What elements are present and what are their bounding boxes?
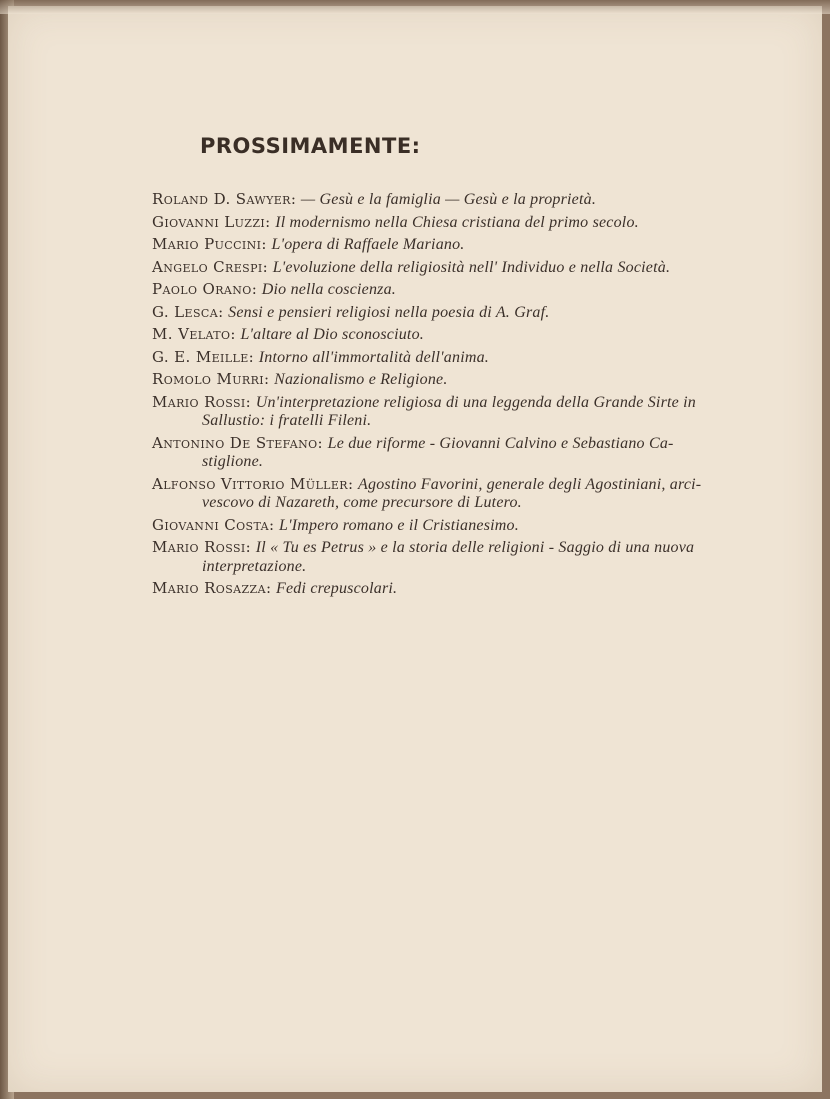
entry-author: Giovanni Luzzi:	[152, 212, 271, 231]
entry-title: Intorno all'immortalità dell'anima.	[258, 348, 490, 366]
entry-author: Roland D. Sawyer:	[152, 190, 297, 208]
entry-title-continued: vescovo di Nazareth, come precursore di Lutero.	[202, 494, 522, 511]
list-entry	[150, 516, 730, 536]
list-entry	[150, 280, 730, 300]
entry-author: Mario Puccini:	[152, 235, 267, 253]
entry-author: G. Lesca:	[152, 302, 224, 321]
entry-author: Angelo Crespi:	[152, 257, 269, 276]
list-entry	[150, 190, 730, 210]
entry-title: Sensi e pensieri religiosi nella poesia di A. Graf.	[228, 303, 550, 321]
entry-author: Mario Rossi:	[152, 538, 252, 556]
entry-title: L'opera di Raffaele Mariano.	[271, 236, 465, 253]
list-entry	[150, 579, 730, 599]
page-top-edge	[0, 0, 830, 14]
page-heading: PROSSIMAMENTE:	[200, 134, 421, 158]
entry-title: L'Impero romano e il Cristianesimo.	[279, 516, 519, 534]
entry-author: Alfonso Vittorio Müller:	[152, 474, 354, 493]
list-entry	[150, 475, 730, 513]
list-entry	[150, 538, 730, 576]
list-entry	[150, 235, 730, 255]
list-entry	[150, 258, 730, 278]
entry-title: Dio nella coscienza.	[261, 281, 396, 298]
list-entry	[150, 370, 730, 390]
list-entry	[150, 303, 730, 323]
entry-author: Antonino De Stefano:	[152, 433, 323, 452]
entry-author: Paolo Orano:	[152, 280, 258, 298]
entry-author: Romolo Murri:	[152, 370, 270, 388]
entry-title: L'evoluzione della religiosità nell' Individuo e nella Società.	[272, 258, 671, 276]
entry-author: Mario Rossi:	[152, 392, 252, 411]
entry-title: Le due riforme - Giovanni Calvino e Sebastiano Ca-	[327, 434, 674, 452]
list-entry	[150, 434, 730, 472]
entry-author: Giovanni Costa:	[152, 515, 275, 534]
list-entry	[150, 213, 730, 233]
entry-title: Il modernismo nella Chiesa cristiana del primo secolo.	[275, 213, 639, 231]
entry-title: Un'interpretazione religiosa di una leggenda della Grande Sirte in	[255, 393, 696, 411]
entry-title: Nazionalismo e Religione.	[274, 371, 448, 388]
entry-author: Mario Rosazza:	[152, 579, 272, 597]
entry-title: L'altare al Dio sconosciuto.	[240, 326, 424, 343]
list-entry	[150, 393, 730, 431]
entry-title: Il « Tu es Petrus » e la storia delle religioni - Saggio di una nuova	[255, 539, 695, 556]
entry-author: M. Velato:	[152, 325, 236, 343]
entry-title-continued: stiglione.	[202, 453, 264, 470]
entry-title: Fedi crepuscolari.	[276, 580, 398, 597]
entry-title-continued: interpretazione.	[202, 557, 307, 575]
entry-author: G. E. Meille:	[152, 347, 255, 366]
forthcoming-list	[150, 190, 730, 602]
entry-title: — Gesù e la famiglia — Gesù e la proprietà.	[300, 191, 597, 208]
list-entry	[150, 325, 730, 345]
list-entry	[150, 348, 730, 368]
entry-title: Agostino Favorini, generale degli Agostiniani, arci-	[358, 475, 702, 493]
entry-title-continued: Sallustio: i fratelli Fileni.	[202, 412, 372, 429]
